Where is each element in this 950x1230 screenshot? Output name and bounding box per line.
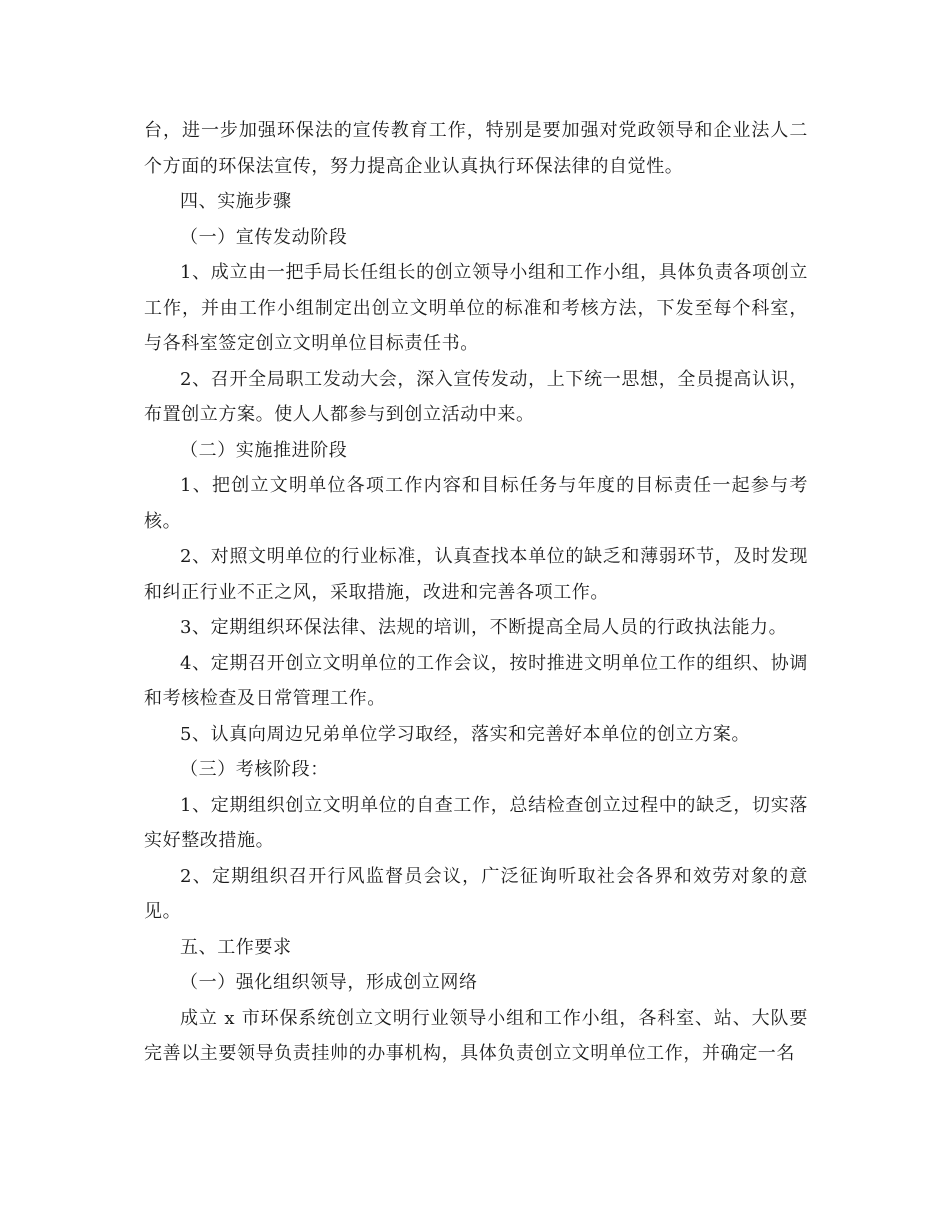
paragraph-item: 2、定期组织召开行风监督员会议，广泛征询听取社会各界和效劳对象的意见。 <box>144 865 808 922</box>
section-heading-work-requirements: 五、工作要求 <box>180 936 292 958</box>
paragraph-item: 1、成立由一把手局长任组长的创立领导小组和工作小组，具体负责各项创立工作，并由工作小组制定出创立文明单位的标准和考核方法，下发至每个科室，与各科室签定创立文明单位目标责任书。 <box>144 262 808 354</box>
paragraph-item: 3、定期组织环保法律、法规的培训，不断提高全局人员的行政执法能力。 <box>180 617 788 638</box>
paragraph-continuation: 台，进一步加强环保法的宣传教育工作，特别是要加强对党政领导和企业法人二个方面的环保法宣传，努力提高企业认真执行环保法律的自觉性。 <box>144 120 808 177</box>
subsection-heading-implementation-stage: （二）实施推进阶段 <box>180 439 348 461</box>
paragraph-item: 2、对照文明单位的行业标准，认真查找本单位的缺乏和薄弱环节，及时发现和纠正行业不正之风，采取措施，改进和完善各项工作。 <box>144 546 808 603</box>
document-body <box>144 113 808 1072</box>
paragraph-item: 4、定期召开创立文明单位的工作会议，按时推进文明单位工作的组织、协调和考核检查及日常管理工作。 <box>144 652 808 709</box>
subsection-heading-assessment-stage: （三）考核阶段： <box>180 759 329 780</box>
paragraph-item: 1、定期组织创立文明单位的自查工作，总结检查创立过程中的缺乏，切实落实好整改措施。 <box>144 794 808 851</box>
subsection-heading-publicity-stage: （一）宣传发动阶段 <box>180 226 348 248</box>
paragraph-item: 成立 x 市环保系统创立文明行业领导小组和工作小组，各科室、站、大队要完善以主要领导负责挂帅的办事机构，具体负责创立文明单位工作，并确定一名 <box>144 1007 808 1064</box>
paragraph-item: 2、召开全局职工发动大会，深入宣传发动，上下统一思想，全员提高认识，布置创立方案。使人人都参与到创立活动中来。 <box>144 368 808 425</box>
paragraph-item: 1、把创立文明单位各项工作内容和目标任务与年度的目标责任一起参与考核。 <box>144 475 808 532</box>
section-heading-implementation-steps: 四、实施步骤 <box>180 191 292 212</box>
paragraph-item: 5、认真向周边兄弟单位学习取经，落实和完善好本单位的创立方案。 <box>180 723 751 745</box>
subsection-heading-organization: （一）强化组织领导，形成创立网络 <box>180 972 478 993</box>
